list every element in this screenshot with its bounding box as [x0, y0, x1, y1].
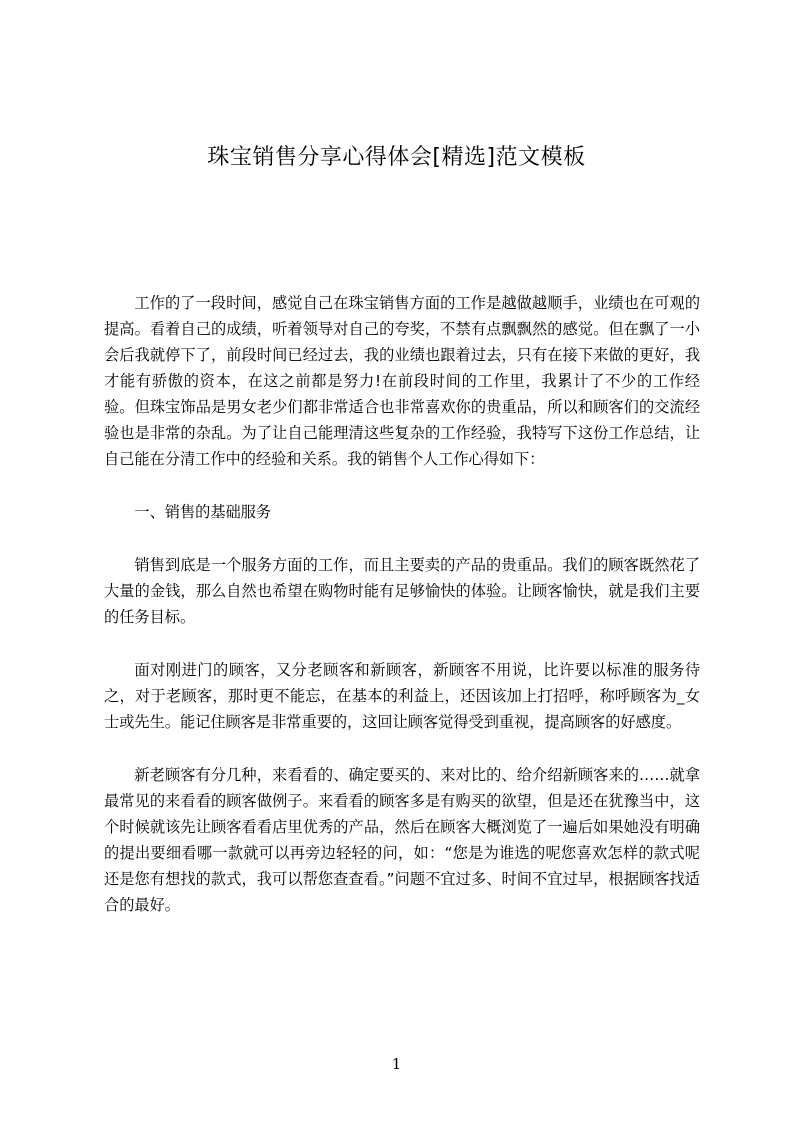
section-paragraph-3: 新老顾客有分几种，来看看的、确定要买的、来对比的、给介绍新顾客来的……就拿最常见的来看看的顾客做例子。来看看的顾客多是有购买的欲望，但是还在犹豫当中，这个时候就该先让顾客看看店里优秀的产品，然后在顾客大概浏览了一遍后如果她没有明确的提出要细看哪一款就可以再旁边轻轻的问，如：“您是为谁选的呢您喜欢怎样的款式呢还是您有想找的款式，我可以帮您查查看。”问题不宜过多、时间不宜过早，根据顾客找适合的最好。 — [104, 766, 700, 914]
section-heading: 一、销售的基础服务 — [134, 503, 272, 521]
section-paragraph-1: 销售到底是一个服务方面的工作，而且主要卖的产品的贵重品。我们的顾客既然花了大量的金钱，那么自然也希望在购物时能有足够愉快的体验。让顾客愉快，就是我们主要的任务目标。 — [104, 556, 700, 626]
section-paragraph-2: 面对刚进门的顾客，又分老顾客和新顾客，新顾客不用说，比许要以标准的服务待之，对于老顾客，那时更不能忘，在基本的利益上，还因该加上打招呼，称呼顾客为_女士或先生。能记住顾客是非常重要的，这回让顾客觉得受到重视，提高顾客的好感度。 — [104, 661, 700, 731]
document-body — [104, 290, 700, 918]
intro-paragraph: 工作的了一段时间，感觉自己在珠宝销售方面的工作是越做越顺手，业绩也在可观的提高。看着自己的成绩，听着领导对自己的夸奖，不禁有点飘飘然的感觉。但在飘了一小会后我就停下了，前段时间已经过去，我的业绩也跟着过去，只有在接下来做的更好，我才能有骄傲的资本，在这之前都是努力!在前段时间的工作里，我累计了不少的工作经验。但珠宝饰品是男女老少们都非常适合也非常喜欢你的贵重品，所以和顾客们的交流经验也是非常的杂乱。为了让自己能理清这些复杂的工作经验，我特写下这份工作总结，让自己能在分清工作中的经验和关系。我的销售个人工作心得如下： — [104, 294, 700, 468]
document-title: 珠宝销售分享心得体会[精选]范文模板 — [207, 145, 586, 170]
page-number: 1 — [391, 1055, 402, 1073]
